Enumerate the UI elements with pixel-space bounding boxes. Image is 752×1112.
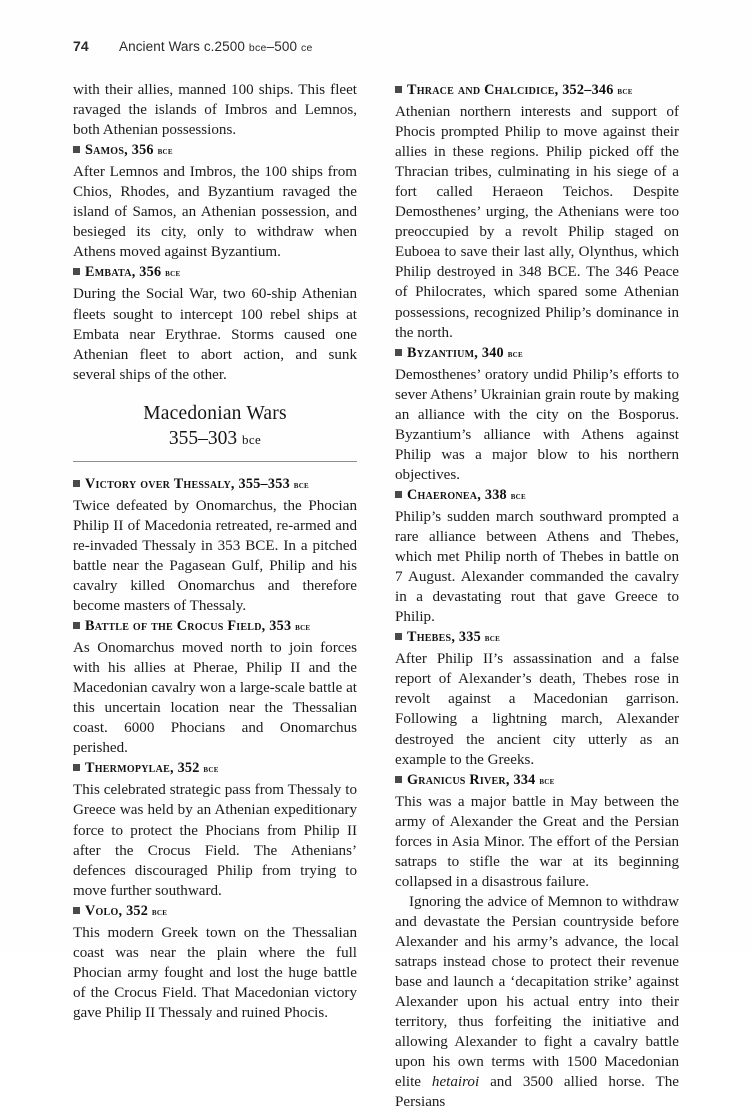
entry-heading-volo	[73, 901, 357, 923]
entry-heading-crocus-field	[73, 616, 357, 638]
closing-text-part2: and 3500 allied horse. The Persians	[395, 1074, 679, 1111]
entry-heading-victory-over-thessaly	[73, 474, 357, 496]
era-label: bce	[295, 622, 311, 634]
era-label: bce	[241, 431, 262, 447]
entry-heading-label: Thrace and Chalcidice, 352–346	[407, 82, 618, 98]
entry-body-crocus-field: As Onomarchus moved north to join forces with his allies at Pherae, Philip II and the Macedonian cavalry won a large-scale battle at this uncertain location near the Thessalian coast. 6000 Phocians and Onomarchus perished.	[73, 640, 357, 757]
era-label: bce	[151, 906, 168, 918]
left-column	[73, 80, 357, 1021]
section-date-range: 355–303 bce	[168, 427, 262, 449]
square-bullet-icon	[395, 491, 402, 498]
era-label: bce	[484, 633, 501, 645]
era-label: bce	[157, 146, 173, 158]
closing-text-part1: Ignoring the advice of Memnon to withdraw and devastate the Persian countryside before Alexander and his army’s advance, the local satraps instead chose to protect their revenue base and launch a ‘decapitation strike’ against Alexander upon his actual entry into their territory, thus forfeiting the initiative and allowing Alexander to fight a cavalry battle upon his own terms with 1500 Macedonian elite	[395, 893, 679, 1091]
entry-body-samos: After Lemnos and Imbros, the 100 ships from Chios, Rhodes, and Byzantium ravaged the island of Samos, an Athenian possession, and besieged its city, only to withdraw when Athens moved against Byzantium.	[73, 164, 357, 261]
right-column	[395, 80, 679, 1111]
entry-body-thebes: After Philip II’s assassination and a false report of Alexander’s death, Thebes rose in revolt against a Macedonian garrison. Following a lightning march, Alexander destroyed the ancient city utterly as an example to the Greeks.	[395, 651, 679, 768]
body-columns	[73, 80, 679, 1111]
square-bullet-icon	[73, 907, 80, 914]
entry-body-thermopylae: This celebrated strategic pass from Thessaly to Greece was held by an Athenian expeditionary force to protect the Phocians from Philip II after the Crocus Field. The Athenians’ defences discouraged Philip from trying to move further southward.	[73, 782, 357, 899]
section-divider	[73, 461, 357, 462]
section-title: Macedonian Wars	[143, 402, 287, 424]
era-ce-head: ce	[300, 42, 313, 54]
running-head-title: Ancient Wars c.2500 bce–500 ce	[119, 39, 313, 54]
entry-heading-thebes	[395, 627, 679, 649]
era-label: bce	[165, 268, 181, 280]
square-bullet-icon	[73, 480, 80, 487]
square-bullet-icon	[395, 86, 402, 93]
entry-heading-label: Battle of the Crocus Field, 353	[85, 618, 296, 635]
entry-heading-byzantium	[395, 343, 679, 365]
entry-heading-thrace-and-chalcidice	[395, 80, 679, 102]
entry-heading-thermopylae	[73, 758, 357, 780]
era-label: bce	[617, 86, 633, 97]
italic-term-hetairoi: hetairoi	[431, 1074, 480, 1091]
square-bullet-icon	[73, 146, 80, 153]
square-bullet-icon	[73, 622, 80, 629]
entry-heading-label: Victory over Thessaly, 355–353	[85, 475, 294, 492]
era-label: bce	[507, 348, 523, 360]
entry-body-granicus-river: This was a major battle in May between the army of Alexander the Great and the Persian forces in Asia Minor. The effort of the Persian satraps to stifle the war at its beginning collapsed in a disastrous failure.	[395, 793, 679, 890]
entry-heading-label: Embata, 356	[85, 264, 166, 281]
continuation-paragraph: with their allies, manned 100 ships. This fleet ravaged the islands of Imbros and Lemnos, both Athenian possessions.	[73, 82, 357, 139]
entry-heading-embata	[73, 262, 357, 284]
entry-heading-label: Samos, 356	[85, 142, 158, 159]
entry-body-byzantium: Demosthenes’ oratory undid Philip’s efforts to sever Athens’ Ukrainian grain route by making an alliance with the city on the Bosporus. Byzantium’s alliance with Athens against Philip was a major blow to his northern objectives.	[395, 366, 679, 483]
square-bullet-icon	[395, 776, 402, 783]
era-label: bce	[510, 490, 526, 502]
square-bullet-icon	[73, 764, 80, 771]
era-label: bce	[203, 764, 219, 776]
entry-heading-chaeronea	[395, 485, 679, 507]
era-bce-head: bce	[248, 42, 267, 54]
page-number: 74	[73, 38, 89, 54]
entry-heading-label: Volo, 352	[85, 902, 152, 919]
running-head	[73, 38, 679, 60]
entry-heading-granicus-river	[395, 770, 679, 792]
entry-heading-label: Chaeronea, 338	[407, 486, 511, 503]
entry-body-embata: During the Social War, two 60-ship Athenian fleets sought to intercept 100 rebel ships at Embata near Erythrae. Storms caused one Athenian fleet to abort action, and sunk several ships of the other.	[73, 286, 357, 383]
section-heading-block	[73, 401, 357, 452]
entry-heading-samos	[73, 140, 357, 162]
square-bullet-icon	[73, 268, 80, 275]
square-bullet-icon	[395, 633, 402, 640]
entry-heading-label: Byzantium, 340	[407, 344, 508, 361]
square-bullet-icon	[395, 349, 402, 356]
closing-paragraph	[395, 892, 679, 1112]
era-label: bce	[293, 479, 310, 491]
entry-body-victory-over-thessaly: Twice defeated by Onomarchus, the Phocian Philip II of Macedonia retreated, re-armed and re-invaded Thessaly in 353 BCE. In a pitched battle near the Pagasean Gulf, Philip and his cavalry killed Onomarchus and therefore become masters of Thessaly.	[73, 497, 357, 614]
entry-body-thrace-and-chalcidice: Athenian northern interests and support of Phocis prompted Philip to move against their allies in these regions. Philip picked off the Thracian tribes, culminating in his siege of a fort called Heraeon Teichos. Despite Demosthenes’ urging, the Athenians were too preoccupied by a revolt Philip staged on Euboea to save their last ally, Olynthus, which Philip destroyed in 348 BCE. The 346 Peace of Philocrates, which spared some Athenian possessions, recognized Philip’s dominance in the north.	[395, 104, 679, 341]
entry-body-volo: This modern Greek town on the Thessalian coast was near the plain where the full Phocian army fought and lost the huge battle of the Crocus Field. That Macedonian victory gave Philip II Thessaly and ruined Phocis.	[73, 924, 357, 1021]
entry-heading-label: Thermopylae, 352	[85, 760, 204, 777]
era-label: bce	[539, 775, 555, 787]
entry-heading-label: Thebes, 335	[407, 629, 485, 646]
entry-heading-label: Granicus River, 334	[407, 771, 540, 788]
entry-body-chaeronea: Philip’s sudden march southward prompted a rare alliance between Athens and Thebes, which met Philip north of Thebes in battle on 7 August. Alexander commanded the cavalry in a devastating rout that gave Greece to Philip.	[395, 508, 679, 626]
